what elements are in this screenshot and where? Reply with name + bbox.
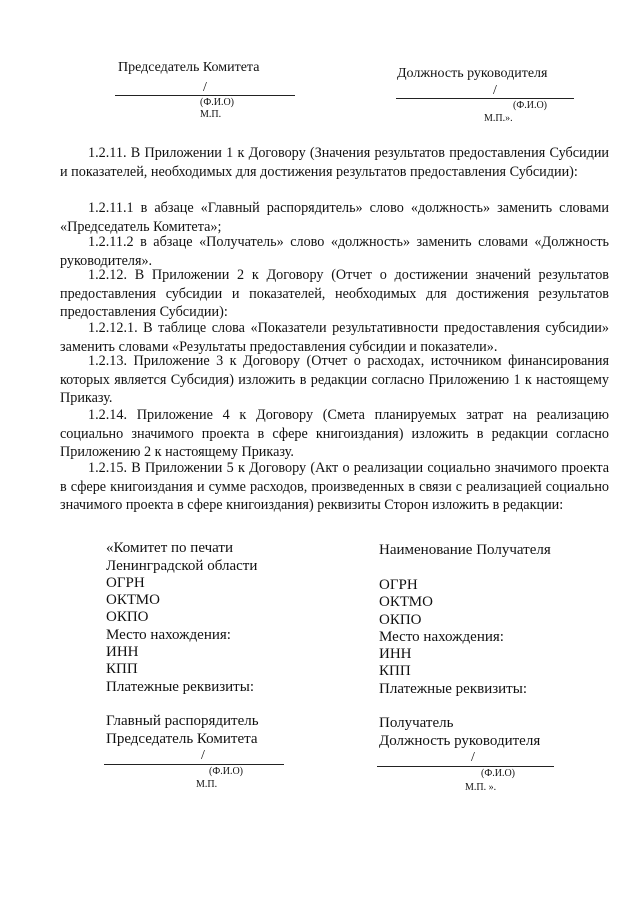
requisite-line: ИНН — [106, 644, 139, 660]
signature-line — [396, 98, 574, 99]
requisite-line: ОГРН — [106, 575, 145, 591]
requisite-line: ИНН — [379, 646, 412, 662]
paragraph-1-2-13: 1.2.13. Приложение 3 к Договору (Отчет о расходах, источником финансирования которых является Субсидия) изложить в редакции согласно Приложению 1 к настоящему Приказу. — [60, 353, 609, 407]
mp-caption: М.П. — [196, 779, 218, 790]
fio-caption: (Ф.И.О) — [200, 97, 235, 108]
signer-title: Председатель Комитета — [106, 731, 258, 747]
requisite-line: ОКТМО — [106, 592, 160, 608]
mp-caption: М.П. ». — [465, 782, 497, 793]
mp-caption: М.П. — [200, 109, 222, 120]
signature-line — [377, 766, 554, 767]
paragraph-1-2-12: 1.2.12. В Приложении 2 к Договору (Отчет о достижении значений результатов предоставления субсидии и показателей, необходимых для достижения результатов предоставления Субсидии): — [60, 267, 609, 321]
requisite-line: КПП — [379, 663, 411, 679]
requisite-line: ОКПО — [379, 612, 422, 628]
fio-caption: (Ф.И.О) — [513, 100, 548, 111]
paragraph-1-2-11: 1.2.11. В Приложении 1 к Договору (Значения результатов предоставления Субсидии и показателей, необходимых для достижения результатов предоставления Субсидии): — [60, 145, 609, 180]
fio-caption: (Ф.И.О) — [209, 766, 244, 777]
signature-slash: / — [471, 750, 475, 765]
requisite-line: ОГРН — [379, 577, 418, 593]
requisite-line: ОКПО — [106, 609, 149, 625]
signature-slash: / — [493, 83, 497, 98]
mp-caption: М.П.». — [484, 113, 513, 124]
signer-title: Должность руководителя — [379, 733, 541, 749]
paragraph-1-2-14: 1.2.14. Приложение 4 к Договору (Смета планируемых затрат на реализацию социально значимого проекта в сфере книгоиздания) изложить в редакции согласно Приложению 2 к настоящему Приказу. — [60, 407, 609, 461]
requisite-line: Ленинградской области — [106, 558, 258, 574]
signer-role: Главный распорядитель — [106, 713, 259, 729]
requisite-line: Платежные реквизиты: — [379, 681, 527, 697]
signature-slash: / — [201, 748, 205, 763]
requisite-line: ОКТМО — [379, 594, 433, 610]
signature-title: Председатель Комитета — [118, 60, 260, 75]
signature-line — [104, 764, 284, 765]
fio-caption: (Ф.И.О) — [481, 768, 516, 779]
requisite-line: КПП — [106, 661, 138, 677]
paragraph-1-2-15: 1.2.15. В Приложении 5 к Договору (Акт о реализации социально значимого проекта в сфере книгоиздания и сумме расходов, произведенных в связи с реализацией социально значимого проекта в сфере книгоиздания) реквизиты Сторон изложить в редакции: — [60, 460, 609, 514]
signature-slash: / — [203, 80, 207, 95]
requisite-line: «Комитет по печати — [106, 540, 233, 556]
paragraph-1-2-11-1: 1.2.11.1 в абзаце «Главный распорядитель» слово «должность» заменить словами «Председатель Комитета»; — [60, 200, 609, 235]
paragraph-1-2-11-2: 1.2.11.2 в абзаце «Получатель» слово «должность» заменить словами «Должность руководителя». — [60, 234, 609, 269]
requisite-line: Место нахождения: — [106, 627, 231, 643]
requisite-line: Наименование Получателя — [379, 542, 551, 558]
signature-title: Должность руководителя — [397, 66, 548, 81]
requisite-line: Место нахождения: — [379, 629, 504, 645]
signer-role: Получатель — [379, 715, 454, 731]
paragraph-1-2-12-1: 1.2.12.1. В таблице слова «Показатели результативности предоставления субсидии» заменить словами «Результаты предоставления субсидии и показатели». — [60, 320, 609, 355]
requisite-line: Платежные реквизиты: — [106, 679, 254, 695]
